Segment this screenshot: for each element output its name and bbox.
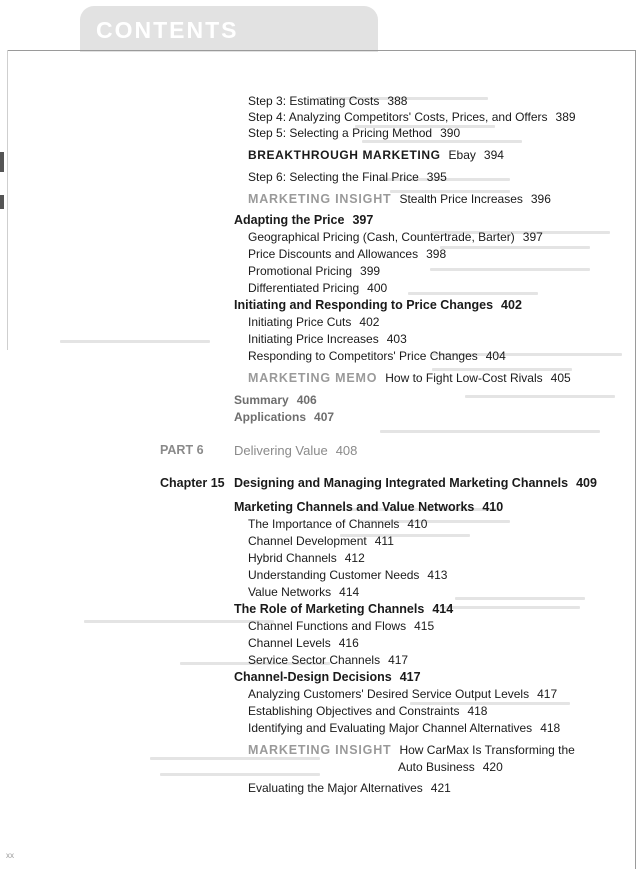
page-number: 407 xyxy=(314,410,335,424)
toc-entry[interactable]: Initiating Price Increases 403 xyxy=(248,332,407,346)
chapter-label: Chapter 15 xyxy=(160,476,225,490)
applications-entry[interactable]: Applications 407 xyxy=(234,410,335,424)
page-number: 418 xyxy=(540,721,561,735)
page-number: 414 xyxy=(432,602,454,616)
binding-mark xyxy=(0,152,4,172)
feature-entry[interactable]: MARKETING MEMO How to Fight Low-Cost Rivals 405 xyxy=(248,371,571,385)
page-frame-left-edge xyxy=(7,50,8,350)
page-number: 414 xyxy=(339,585,360,599)
toc-entry[interactable]: Differentiated Pricing 400 xyxy=(248,281,388,295)
section-heading[interactable]: The Role of Marketing Channels 414 xyxy=(234,602,454,616)
section-heading[interactable]: Adapting the Price 397 xyxy=(234,213,374,227)
page-number: 420 xyxy=(482,760,503,774)
page-number: 417 xyxy=(399,670,421,684)
feature-label: MARKETING INSIGHT xyxy=(248,743,392,757)
toc-entry[interactable]: Step 5: Selecting a Pricing Method 390 xyxy=(248,126,461,140)
toc-entry[interactable]: Value Networks 414 xyxy=(248,585,360,599)
feature-label: BREAKTHROUGH MARKETING xyxy=(248,148,441,162)
section-heading[interactable]: Marketing Channels and Value Networks 410 xyxy=(234,500,504,514)
feature-entry[interactable]: MARKETING INSIGHT How CarMax Is Transforming the xyxy=(248,743,575,757)
feature-label: MARKETING MEMO xyxy=(248,371,378,385)
toc-entry[interactable]: Evaluating the Major Alternatives 421 xyxy=(248,781,451,795)
section-heading[interactable]: Channel-Design Decisions 417 xyxy=(234,670,421,684)
page-number: 389 xyxy=(555,110,576,124)
page-number: 402 xyxy=(359,315,380,329)
page-number: 409 xyxy=(576,476,597,490)
feature-entry[interactable]: MARKETING INSIGHT Stealth Price Increases 396 xyxy=(248,192,551,206)
feature-entry-continuation[interactable]: Auto Business 420 xyxy=(398,760,503,774)
page-number: 388 xyxy=(387,94,408,108)
toc-entry[interactable]: Establishing Objectives and Constraints 418 xyxy=(248,704,488,718)
page-number: 415 xyxy=(414,619,435,633)
toc-entry[interactable]: Geographical Pricing (Cash, Countertrade, Barter) 397 xyxy=(248,230,543,244)
page-number: 395 xyxy=(426,170,447,184)
toc-entry[interactable]: Channel Functions and Flows 415 xyxy=(248,619,435,633)
toc-entry[interactable]: Analyzing Customers' Desired Service Output Levels 417 xyxy=(248,687,558,701)
toc-entry[interactable]: Identifying and Evaluating Major Channel Alternatives 418 xyxy=(248,721,561,735)
page-number: 400 xyxy=(367,281,388,295)
part-label: PART 6 xyxy=(160,443,204,457)
section-heading[interactable]: Initiating and Responding to Price Changes 402 xyxy=(234,298,522,312)
feature-entry[interactable]: BREAKTHROUGH MARKETING Ebay 394 xyxy=(248,148,504,162)
page-number: 410 xyxy=(407,517,428,531)
page-number: 399 xyxy=(360,264,381,278)
page-number: 390 xyxy=(440,126,461,140)
page-number: 417 xyxy=(388,653,409,667)
page-number: 398 xyxy=(426,247,447,261)
page-number: 397 xyxy=(522,230,543,244)
page-number: 397 xyxy=(352,213,374,227)
toc-entry[interactable]: Channel Levels 416 xyxy=(248,636,359,650)
page-number: 421 xyxy=(430,781,451,795)
page-number: 416 xyxy=(338,636,359,650)
page-number: 410 xyxy=(482,500,504,514)
page-number: 405 xyxy=(550,371,571,385)
toc-entry[interactable]: Price Discounts and Allowances 398 xyxy=(248,247,447,261)
page-number: 396 xyxy=(530,192,551,206)
page-number: 411 xyxy=(374,534,394,548)
part-title[interactable]: Delivering Value 408 xyxy=(234,443,358,458)
toc-entry[interactable]: Hybrid Channels 412 xyxy=(248,551,365,565)
toc-entry[interactable]: Service Sector Channels 417 xyxy=(248,653,409,667)
chapter-title[interactable]: Designing and Managing Integrated Marketing Channels 409 xyxy=(234,476,597,490)
toc-entry[interactable]: Initiating Price Cuts 402 xyxy=(248,315,380,329)
page-number: 406 xyxy=(296,393,317,407)
toc-entry[interactable]: The Importance of Channels 410 xyxy=(248,517,428,531)
toc-entry[interactable]: Step 4: Analyzing Competitors' Costs, Prices, and Offers 389 xyxy=(248,110,576,124)
page-number: 404 xyxy=(485,349,506,363)
page-title: CONTENTS xyxy=(96,17,239,43)
page-number: 403 xyxy=(386,332,407,346)
page-folio: xx xyxy=(6,851,14,860)
page-number: 394 xyxy=(483,148,504,162)
toc-entry[interactable]: Understanding Customer Needs 413 xyxy=(248,568,448,582)
page-number: 413 xyxy=(427,568,448,582)
binding-mark xyxy=(0,195,4,209)
summary-entry[interactable]: Summary 406 xyxy=(234,393,317,407)
page-number: 418 xyxy=(467,704,488,718)
page-number: 412 xyxy=(344,551,365,565)
toc-entry[interactable]: Promotional Pricing 399 xyxy=(248,264,381,278)
feature-label: MARKETING INSIGHT xyxy=(248,192,392,206)
page-number: 417 xyxy=(537,687,558,701)
page-number: 402 xyxy=(501,298,522,312)
toc-entry[interactable]: Step 3: Estimating Costs 388 xyxy=(248,94,408,108)
toc-entry[interactable]: Channel Development 411 xyxy=(248,534,394,548)
toc-entry[interactable]: Step 6: Selecting the Final Price 395 xyxy=(248,170,447,184)
page-number: 408 xyxy=(335,443,358,458)
toc-entry[interactable]: Responding to Competitors' Price Changes 404 xyxy=(248,349,506,363)
